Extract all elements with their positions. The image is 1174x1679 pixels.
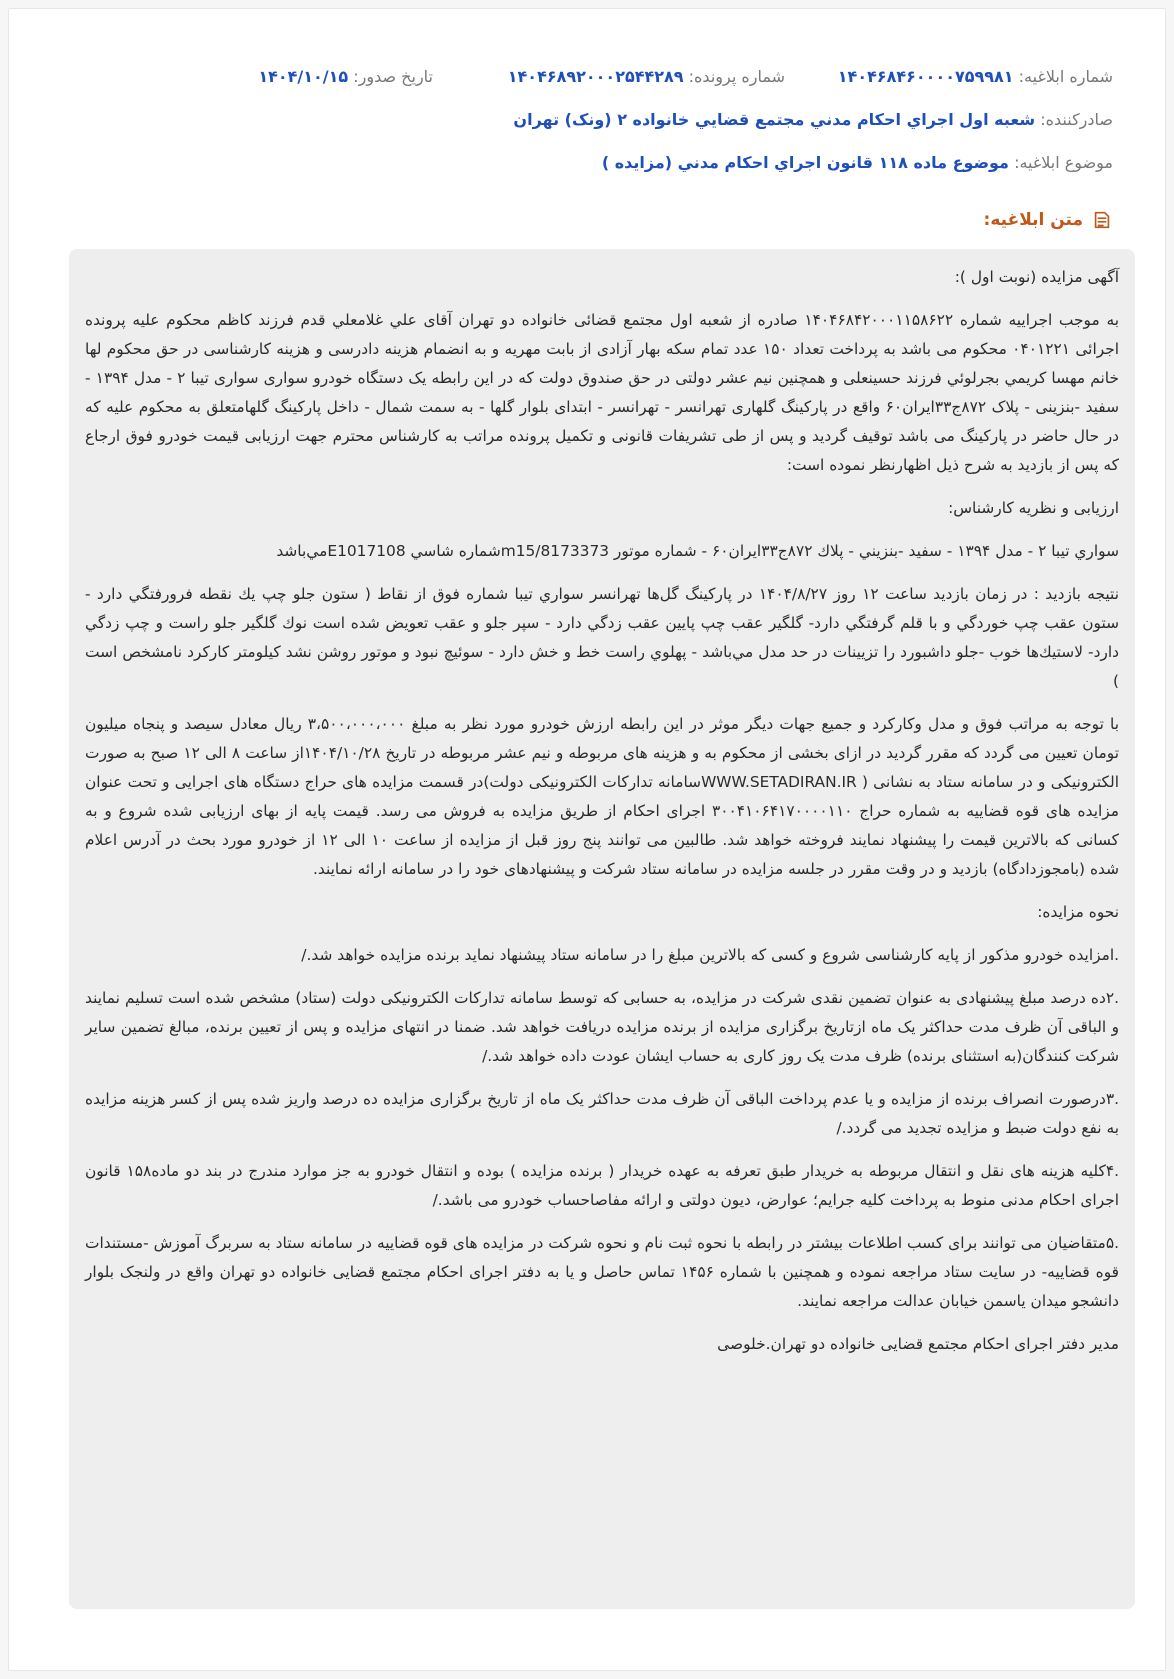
issue-date-value: ۱۴۰۴/۱۰/۱۵ [258, 67, 349, 86]
paragraph-title: آگهی مزایده (نوبت اول ): [954, 268, 1119, 286]
paragraph-rule-2: .۲ده درصد مبلغ پیشنهادی به عنوان تضمین نقدی شرکت در مزایده، به حسابی که توسط سامانه تدارکات الکترونیکی دولت (ستاد) مشخص شده است تسلیم نمایند و الباقی آن ظرف مدت حداکثر یک ماه ازتاریخ برگزاری مزایده از برنده مزایده دریافت خواهد شد. ضمنا در انتهای مزایده و پس از تعیین برنده، مبالغ تضمین سایر شرکت کنندگان(به استثنای برنده) ظرف مدت یک روز کاری به حساب ایشان عودت داده خواهد شد./ [85, 989, 1119, 1065]
subject-label: موضوع ابلاغيه: [1014, 153, 1113, 172]
subject-value: موضوع ماده ۱۱۸ قانون اجراي احكام مدني (مزايده ) [601, 153, 1009, 172]
section-heading [984, 209, 1113, 231]
paragraph-inspection-result: نتيجه بازديد : در زمان بازديد ساعت ۱۲ روز ۱۴۰۴/۸/۲۷ در پاركينگ گل‌ها تهرانسر سواري تيبا شماره فوق از نقاط ( ستون جلو چپ يك نقطه فرورفتگي دارد - ستون عقب چپ خوردگي و با قلم گرفتگي دارد- گلگير عقب چپ پايين عقب زدگي دارد - سپر جلو و عقب تعويض شده است نوك گلگير جلو راست و چپ زدگي دارد- لاستيك‌ها خوب -جلو داشبورد را تزيينات در حد مدل مي‌باشد - پهلوي راست خط و خش دارد - سوئيچ نبود و موتور روشن نشد كيلومتر كاركرد نامشخص است ) [85, 585, 1119, 690]
header-row-issuer [61, 108, 1113, 132]
paragraph-procedure-heading: نحوه مزایده: [1037, 903, 1119, 921]
notice-text-box [69, 249, 1135, 1609]
section-title: متن ابلاغيه: [983, 210, 1083, 230]
notice-number-label: شماره ابلاغيه: [1018, 67, 1113, 86]
case-number [508, 65, 785, 89]
header-row-subject [61, 151, 1113, 175]
paragraph-rule-5: .۵متقاضیان می توانند برای کسب اطلاعات بیشتر در رابطه با نحوه ثبت نام و نحوه شرکت در مزایده های قوه قضاییه در سامانه ستاد به سربرگ آموزش -مستندات قوه قضاییه- در سایت ستاد مراجعه نموده و همچنین با شماره ۱۴۵۶ تماس حاصل و یا به دفتر اجرای احکام مجتمع قضایی خانواده دو تهران واقع در ولنجک بلوار دانشجو میدان یاسمن خیابان عدالت مراجعه نمایند. [85, 1234, 1119, 1310]
issue-date [258, 65, 433, 89]
paragraph-rule-4: .۴کلیه هزینه های نقل و انتقال مربوطه به خریدار طبق تعرفه به عهده خریدار ( برنده مزایده ) بوده و انتقال خودرو به جز موارد مندرج در بند دو ماده۱۵۸ قانون اجرای احکام مدنی منوط به پرداخت کلیه جرایم؛ عوارض، دیون دولتی و ارائه مفاصاحساب خودرو می باشد./ [85, 1162, 1119, 1209]
issue-date-label: تاريخ صدور: [353, 67, 433, 86]
notice-page [8, 8, 1166, 1671]
paragraph-signature: مدیر دفتر اجرای احکام مجتمع قضایی خانواده دو تهران.خلوصی [717, 1335, 1119, 1353]
notice-number [838, 65, 1113, 89]
issuer-value: شعبه اول اجراي احکام مدني مجتمع قضايي خانواده ۲ (ونک) تهران [513, 110, 1036, 129]
notice-number-value: ۱۴۰۴۶۸۴۶۰۰۰۰۷۵۹۹۸۱ [837, 67, 1014, 86]
paragraph-rule-1: .امزایده خودرو مذکور از پایه کارشناسی شروع و کسی که بالاترین مبلغ را در سامانه ستاد پیشنهاد نماید برنده مزایده خواهد شد./ [301, 946, 1119, 964]
paragraph-vehicle-spec: سواري تيبا ۲ - مدل ۱۳۹۴ - سفيد -بنزيني - پلاك ۸۷۲ج۳۳ايران۶۰ - شماره موتور m15/8173373شماره شاسي E1017108مي‌باشد [276, 542, 1119, 560]
paragraph-intro: به موجب اجراییه شماره ۱۴۰۴۶۸۴۲۰۰۰۱۱۵۸۶۲۲ صادره از شعبه اول مجتمع قضائی خانواده دو تهران آقای علي غلامعلي قدم فرزند كاظم محكوم علیه پرونده اجرائی ۰۴۰۱۲۲۱ محکوم می باشد به پرداخت تعداد ۱۵۰ عدد تمام سكه بهار آزادی از بابت مهریه و به انضمام هزینه دادرسی و هزینه کارشناسی در حق محکوم لها خانم مهسا كريمي بجرلوئي فرزند حسینعلی و همچنین نیم عشر دولتی در حق صندوق دولت که در این رابطه یک دستگاه خودرو سواری سواری تیبا ۲ - مدل ۱۳۹۴ - سفید -بنزینی - پلاک ۸۷۲ج۳۳ایران۶۰ واقع در پارکینگ گلهاری تهرانسر - تهرانسر - ابتدای بلوار گلها - به سمت شمال - داخل پارکینگ گلهامتعلق به محكوم علیه که در حال حاضر در پارکینگ می باشد توقیف گردید و پس از طی تشریفات قانونی و تکمیل پرونده مراتب به کارشناس محترم جهت ارزیابی قیمت خودرو فوق ارجاع که پس از بازدید به شرح ذیل اظهارنظر نموده است: [85, 311, 1120, 474]
document-text-icon [1091, 209, 1113, 231]
issuer-label: صادرکننده: [1040, 110, 1113, 129]
paragraph-rule-3: .۳درصورت انصراف برنده از مزایده و یا عدم پرداخت الباقی آن ظرف مدت حداکثر یک ماه از تاریخ برگزاری مزایده ده درصد واریز شده پس از کسر هزینه مزایده به نفع دولت ضبط و مزایده تجدید می گردد./ [85, 1090, 1119, 1137]
case-number-value: ۱۴۰۴۶۸۹۲۰۰۰۲۵۴۴۲۸۹ [507, 67, 684, 86]
case-number-label: شماره پرونده: [688, 67, 785, 86]
paragraph-expert-heading: ارزیابی و نظریه کارشناس: [948, 499, 1119, 517]
paragraph-valuation: با توجه به مراتب فوق و مدل وکارکرد و جمیع جهات دیگر موثر در این رابطه ارزش خودرو مورد نظر به مبلغ ۳،۵۰۰،۰۰۰،۰۰۰ ریال معادل سیصد و پنجاه میلیون تومان تعیین می گردد که مقرر گردید در ازای بخشی از محکوم به و هزینه های مربوطه و نیم عشر مربوطه در تاریخ ۱۴۰۴/۱۰/۲۸از ساعت ۸ الی ۱۲ صبح به صورت الکترونیکی و در سامانه ستاد به نشانی ( WWW.SETADIRAN.IRسامانه تدارکات الکترونیکی دولت)در قسمت مزایده های حراج دستگاه های اجرایی و تحت عنوان مزایده های قوه قضاییه به شماره حراج ۳۰۰۴۱۰۶۴۱۷۰۰۰۰۱۱۰ اجرای احکام از طریق مزایده به فروش می رسد. قیمت پایه از بهای ارزیابی شده شروع و به کسانی که بالاترین قیمت را پیشنهاد نمایند فروخته خواهد شد. طالبین می توانند پنج روز قبل از مزایده از ساعت ۱۰ الی ۱۲ از خودرو مورد بحث در آدرس اعلام شده (بامجوزدادگاه) بازدید و در وقت مقرر در جلسه مزایده در سامانه ستاد شرکت و پیشنهادهای خود را در سامانه ارائه نمایند. [85, 715, 1120, 878]
